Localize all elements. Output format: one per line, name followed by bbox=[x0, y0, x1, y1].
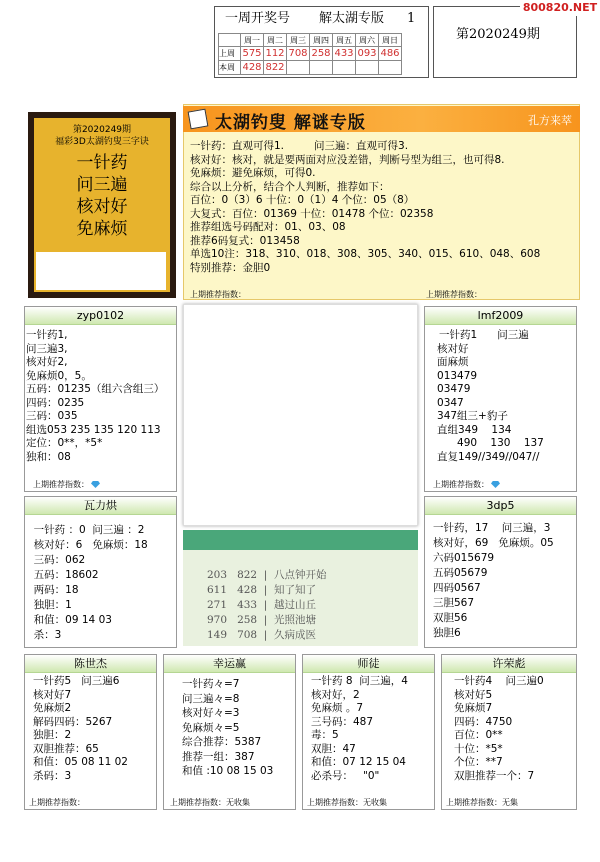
history-row: 203 822 | 八点钟开始 bbox=[207, 569, 327, 581]
pick-line: 一针药 ：0 问三遍 ：2 bbox=[27, 524, 145, 536]
panel-title: 3dp5 bbox=[425, 497, 576, 515]
draw-cell: 822 bbox=[265, 62, 285, 73]
history-row: 611 428 | 知了知了 bbox=[207, 584, 316, 596]
pick-line: 两码：18 bbox=[27, 584, 79, 596]
pick-line: 核对好2, bbox=[26, 356, 68, 368]
pick-line: 双胆推荐一个：7 bbox=[454, 769, 535, 782]
pick-line: 独和：08 bbox=[26, 450, 71, 463]
poem-subtitle: 福彩3D太湖钓叟三字诀 bbox=[55, 137, 149, 147]
panel-hint: 上期推荐指数：无收集 bbox=[307, 798, 387, 807]
analysis-line: 综合以上分析，结合个人判断，推荐如下： bbox=[190, 180, 390, 193]
panel-shitu bbox=[302, 654, 435, 810]
draw-cell: 093 bbox=[357, 48, 377, 59]
analysis-line: 免麻烦：避免麻烦，可得0. bbox=[190, 167, 316, 179]
panel-title: zyp0102 bbox=[25, 307, 176, 325]
analysis-line: 推荐6码复式：013458 bbox=[190, 234, 300, 247]
pick-line: 解码四码：5267 bbox=[33, 715, 113, 728]
panel-lmf2009 bbox=[424, 306, 577, 492]
pick-line: 双胆推荐：65 bbox=[33, 742, 99, 755]
green-bar bbox=[183, 530, 418, 550]
pick-line: 03479 bbox=[427, 383, 471, 395]
panel-hint: 上期推荐指数： bbox=[33, 480, 89, 489]
pick-line: 推荐一组：387 bbox=[182, 750, 255, 763]
draw-cell: 575 bbox=[242, 48, 262, 59]
pick-line: 三码：062 bbox=[27, 554, 86, 566]
day-cell: 周一 bbox=[241, 34, 264, 47]
pick-line: 一针药 8 问三遍，4 bbox=[311, 675, 408, 687]
pick-line: 百位：0** bbox=[454, 729, 503, 741]
pick-line: 五码：18602 bbox=[27, 569, 99, 581]
pick-line: 杀：3 bbox=[27, 629, 62, 641]
row-label: 上周 bbox=[219, 47, 241, 61]
banner-title: 太湖钓叟 解谜专版 bbox=[215, 113, 366, 133]
panel-title: 许荣彪 bbox=[442, 655, 576, 673]
draw-cell bbox=[333, 61, 356, 75]
draw-cell: 258 bbox=[311, 48, 331, 59]
pick-line: 个位：**7 bbox=[454, 756, 503, 768]
pick-line: 必杀号： "0" bbox=[311, 769, 380, 782]
header-zone: 解太湖专版 bbox=[319, 11, 385, 26]
pick-line: 和值：05 08 11 02 bbox=[33, 756, 128, 768]
analysis-line: 特别推荐：金胆0 bbox=[190, 261, 271, 274]
pick-line: 双胆：47 bbox=[311, 742, 356, 755]
pick-line: 四码0567 bbox=[433, 582, 481, 594]
panel-title: 瓦力烘 bbox=[25, 497, 176, 515]
pick-line: 直复149//349//047// bbox=[427, 450, 540, 463]
day-cell: 周日 bbox=[379, 34, 402, 47]
pick-line: 核对好7 bbox=[33, 688, 72, 701]
panel-walihong bbox=[24, 496, 177, 648]
draw-cell: 486 bbox=[380, 48, 400, 59]
panel-hint: 上期推荐指数： bbox=[29, 798, 85, 807]
pick-line: 和值：07 12 15 04 bbox=[311, 756, 406, 768]
history-row: 970 258 | 光照池塘 bbox=[207, 614, 316, 626]
pick-line: 一针药4 问三遍0 bbox=[454, 675, 544, 687]
pick-line: 和值 :10 08 15 03 bbox=[182, 765, 274, 777]
analysis-line: 一针药：直观可得1. 问三遍：直观可得3. bbox=[190, 140, 409, 152]
day-cell: 周二 bbox=[264, 34, 287, 47]
pick-line: 和值：09 14 03 bbox=[27, 614, 112, 626]
panel-title: 师徒 bbox=[303, 655, 434, 673]
pick-line: 问三遍3, bbox=[26, 342, 68, 355]
draw-cell: 433 bbox=[334, 48, 354, 59]
pick-line: 一针药，17 问三遍，3 bbox=[433, 522, 551, 534]
day-cell: 周五 bbox=[333, 34, 356, 47]
analysis-line: 推荐组选号码配对：01、03、08 bbox=[190, 221, 346, 233]
analysis-hint-right: 上期推荐指数： bbox=[426, 290, 482, 299]
pick-line: 一针药々=7 bbox=[182, 678, 240, 690]
pick-line: 013479 bbox=[427, 369, 478, 382]
analysis-line: 百位：0（3）6 十位：0（1）4 个位：05（8） bbox=[190, 194, 415, 206]
pick-line: 免麻烦2 bbox=[33, 702, 72, 714]
row-label: 本周 bbox=[219, 61, 241, 75]
panel-zyp0102 bbox=[24, 306, 177, 492]
pick-line: 组选053 235 135 120 113 bbox=[26, 423, 161, 436]
panel-title: 陈世杰 bbox=[25, 655, 156, 673]
pick-line: 免麻烦0，5。 bbox=[26, 369, 92, 382]
pick-line: 347组三+豹子 bbox=[427, 410, 508, 422]
pick-line: 独胆：2 bbox=[33, 729, 72, 741]
day-cell: 周三 bbox=[287, 34, 310, 47]
pick-line: 三胆567 bbox=[433, 597, 475, 609]
panel-xingyunying bbox=[163, 654, 296, 810]
panel-3dp5 bbox=[424, 496, 577, 648]
pick-line: 十位：*5* bbox=[454, 742, 503, 755]
pick-line: 核对好5 bbox=[454, 688, 493, 701]
poem-line: 一针药 bbox=[76, 153, 128, 173]
analysis-line: 单选10注：318、310、018、308、305、340、015、610、048、608 bbox=[190, 248, 541, 260]
history-panel bbox=[183, 550, 418, 646]
poem-line: 核对好 bbox=[76, 197, 128, 217]
panel-title: lmf2009 bbox=[425, 307, 576, 325]
center-image-frame bbox=[183, 304, 418, 526]
draw-cell bbox=[379, 61, 402, 75]
analysis-line: 大复式：百位：01369 十位：01478 个位：02358 bbox=[190, 207, 434, 220]
banner bbox=[183, 106, 580, 132]
pick-line: 定位：0**，*5* bbox=[26, 437, 103, 449]
pick-line: 核对好：6 免麻烦：18 bbox=[27, 539, 148, 551]
pick-line: 核对好々=3 bbox=[182, 707, 240, 719]
draw-cell bbox=[310, 61, 333, 75]
history-row: 149 708 | 久病成医 bbox=[207, 629, 316, 641]
draw-cell: 708 bbox=[288, 48, 308, 59]
pick-line: 五码：01235（组六含组三） bbox=[26, 383, 165, 395]
pick-line: 杀码：3 bbox=[33, 769, 72, 782]
pick-line: 一针药5 问三遍6 bbox=[33, 675, 120, 687]
pick-line: 问三遍々=8 bbox=[182, 692, 240, 705]
poem-issue: 第2020249期 bbox=[72, 125, 132, 135]
pick-line: 核对好 bbox=[427, 342, 469, 355]
poem-blank bbox=[36, 252, 166, 290]
pick-line: 独胆：1 bbox=[27, 599, 72, 611]
analysis-line: 核对好：核对，就是要两面对应没差错，判断号型为组三，也可得8. bbox=[190, 153, 505, 166]
panel-xurongbiao bbox=[441, 654, 577, 810]
panel-hint: 上期推荐指数： bbox=[433, 480, 489, 489]
draw-cell bbox=[287, 61, 310, 75]
draw-cell: 428 bbox=[242, 62, 262, 73]
pick-line: 免麻烦 。7 bbox=[311, 702, 364, 714]
header-title-row bbox=[215, 7, 428, 31]
pick-line: 核对好，2 bbox=[311, 688, 360, 701]
poem-line: 问三遍 bbox=[76, 175, 128, 195]
banner-author: 孔方来萃 bbox=[528, 114, 572, 127]
issue-label: 第2020249期 bbox=[456, 27, 540, 42]
pick-line: 三号码：487 bbox=[311, 715, 374, 728]
pick-line: 一针药1, bbox=[26, 329, 68, 341]
header-title: 一周开奖号 bbox=[225, 11, 291, 26]
draw-cell bbox=[356, 61, 379, 75]
panel-hint: 上期推荐指数：无集 bbox=[446, 798, 518, 807]
week-table bbox=[218, 33, 402, 75]
day-cell: 周四 bbox=[310, 34, 333, 47]
panel-hint: 上期推荐指数：无收集 bbox=[170, 798, 250, 807]
day-cell: 周六 bbox=[356, 34, 379, 47]
pick-line: 六码015679 bbox=[433, 552, 495, 564]
pick-line: 毒：5 bbox=[311, 729, 339, 741]
pick-line: 核对好，69 免麻烦。05 bbox=[433, 537, 554, 549]
pick-line: 综合推荐：5387 bbox=[182, 736, 262, 748]
diamond-icon bbox=[491, 481, 500, 488]
pick-line: 490 130 137 bbox=[427, 437, 544, 449]
pick-line: 独胆6 bbox=[433, 627, 461, 639]
diamond-icon bbox=[91, 481, 100, 488]
history-row: 271 433 | 越过山丘 bbox=[207, 599, 316, 611]
pick-line: 免麻烦7 bbox=[454, 702, 493, 714]
header-frame bbox=[214, 6, 429, 78]
issue-box bbox=[433, 6, 577, 78]
pick-line: 四码：4750 bbox=[454, 715, 513, 728]
pick-line: 一针药1 问三遍 bbox=[439, 329, 529, 341]
poem-panel bbox=[28, 112, 176, 298]
pick-line: 面麻烦 bbox=[427, 356, 469, 368]
header-number: 1 bbox=[407, 11, 416, 26]
analysis-hint-left: 上期推荐指数： bbox=[190, 290, 246, 299]
panel-title: 幸运赢 bbox=[164, 655, 295, 673]
site-badge[interactable]: 800820.NET bbox=[520, 0, 600, 16]
notepad-icon bbox=[188, 109, 209, 130]
pick-line: 直组349 134 bbox=[427, 423, 512, 436]
pick-line: 四码：0235 bbox=[26, 396, 85, 409]
analysis-text bbox=[190, 140, 575, 275]
draw-cell: 112 bbox=[265, 48, 285, 59]
pick-line: 五码05679 bbox=[433, 567, 488, 579]
pick-line: 0347 bbox=[427, 396, 464, 409]
pick-line: 免麻烦々=5 bbox=[182, 721, 240, 734]
pick-line: 三码：035 bbox=[26, 410, 78, 422]
poem-line: 免麻烦 bbox=[76, 219, 128, 239]
panel-chenshijie bbox=[24, 654, 157, 810]
pick-line: 双胆56 bbox=[433, 612, 468, 624]
